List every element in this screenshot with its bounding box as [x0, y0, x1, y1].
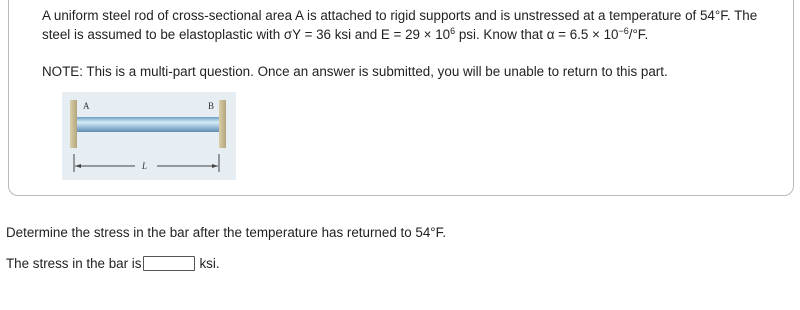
left-support: [70, 100, 77, 148]
answer-prefix: The stress in the bar is: [6, 256, 142, 271]
stress-answer-input[interactable]: [143, 256, 195, 271]
question-text: Determine the stress in the bar after the temperature has returned to 54°F.: [6, 225, 447, 240]
problem-line-1: A uniform steel rod of cross-sectional area A is attached to rigid supports and is unstressed at a temperature of 54°F. The: [42, 8, 758, 23]
right-support: [219, 100, 226, 148]
exponent-alpha: −6: [618, 26, 629, 36]
answer-unit: ksi.: [199, 256, 220, 271]
multi-part-note: NOTE: This is a multi-part question. Once an answer is submitted, you will be unable to return to this part.: [42, 64, 668, 79]
label-l: L: [142, 161, 148, 171]
rod-figure: [62, 92, 236, 180]
steel-rod: [77, 117, 219, 132]
problem-line-2: [42, 25, 794, 44]
label-b: B: [208, 101, 215, 111]
rod-diagram: [62, 92, 236, 180]
problem-line-2-start: steel is assumed to be elastoplastic with σY = 36 ksi and E = 29 × 10: [42, 27, 451, 42]
exponent-e: 6: [450, 26, 456, 36]
problem-line-2-end: /°F.: [628, 27, 649, 42]
problem-statement: [42, 6, 794, 44]
problem-line-2-mid: psi. Know that α = 6.5 × 10: [455, 27, 619, 42]
label-a: A: [83, 101, 90, 111]
answer-row: [6, 256, 220, 271]
